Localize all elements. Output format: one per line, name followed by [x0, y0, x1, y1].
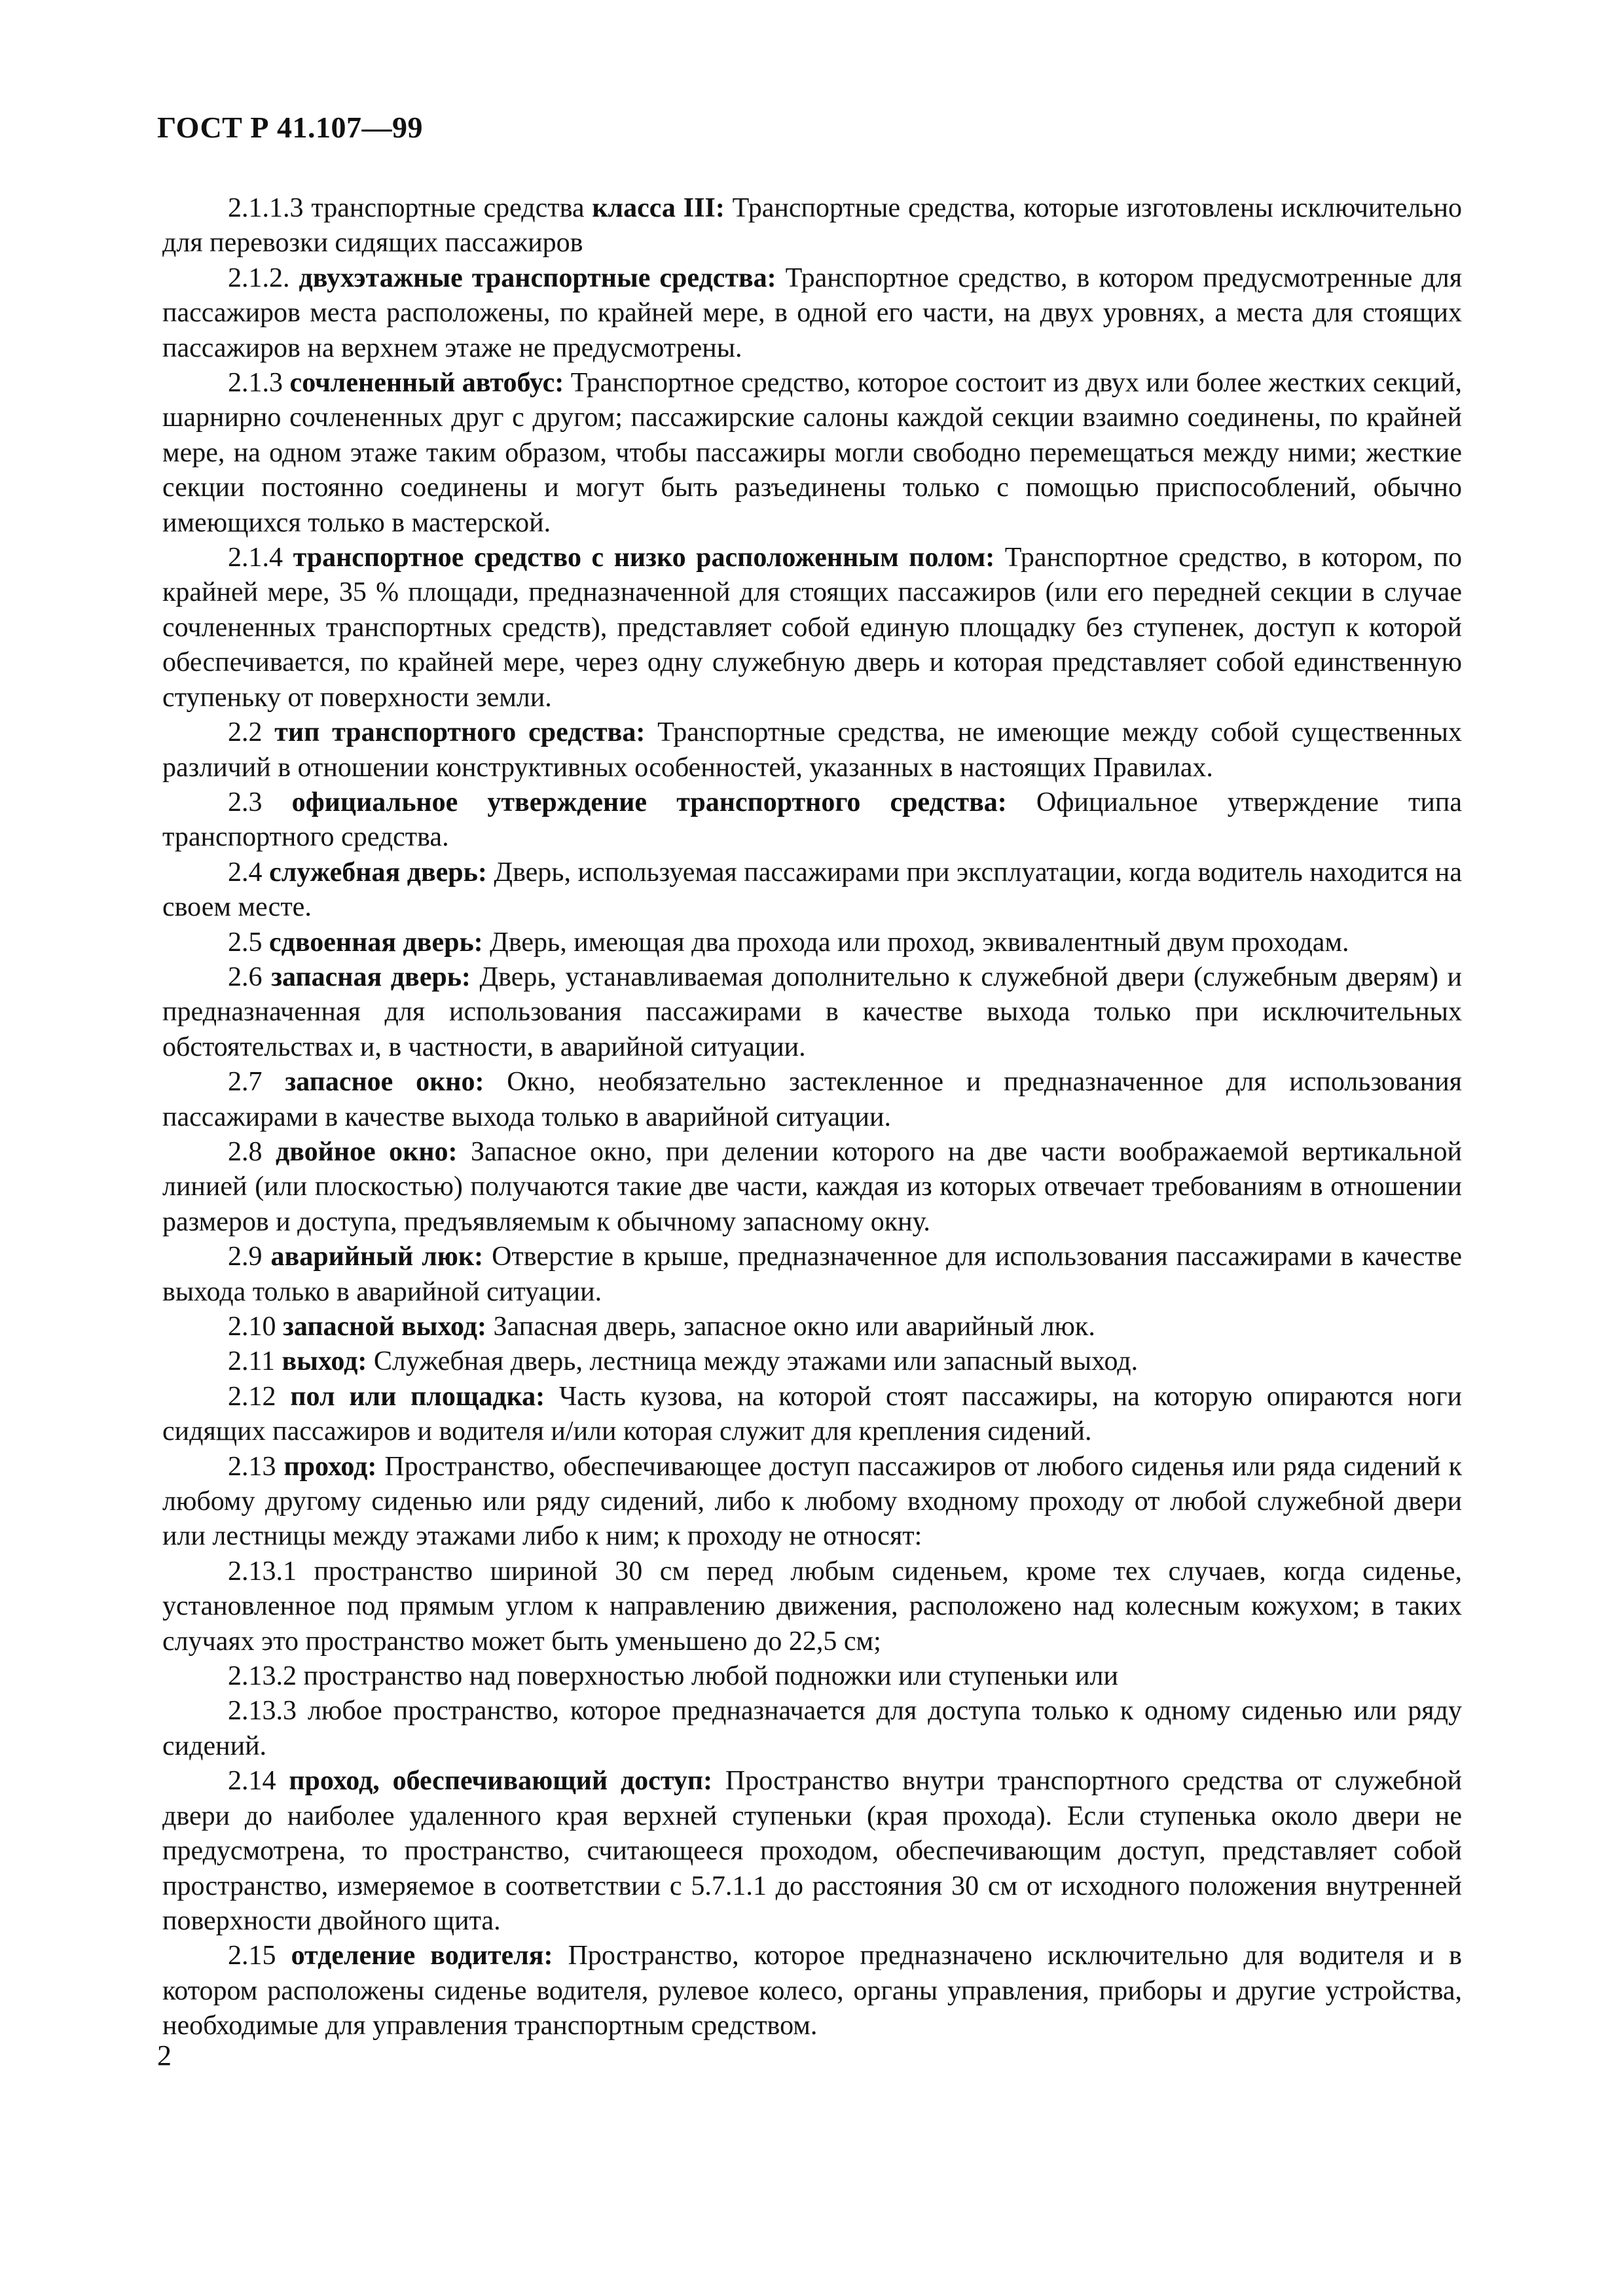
defined-term: проход:: [283, 1451, 377, 1482]
clause-number: 2.8: [228, 1136, 263, 1167]
clause-lead-text: [263, 857, 270, 888]
definition-text: Часть кузова, на которой стоят пассажиры, на которую опираются ноги сидящих пассажиров и водителя и/или которая служит для крепления сидений.: [162, 1381, 1462, 1447]
defined-term: пол или площадка:: [290, 1381, 545, 1412]
defined-term: проход, обеспечивающий доступ:: [289, 1766, 713, 1797]
definition-text: Окно, необязательно застекленное и предназначенное для использования пассажирами в качестве выхода только в аварийной ситуации.: [162, 1067, 1463, 1132]
clause-lead-text: [275, 1346, 282, 1376]
clause-number: 2.4: [228, 857, 263, 888]
definition-text: Официальное утверждение типа транспортного средства.: [162, 787, 1463, 853]
definition-text: Транспортное средство, в котором, по крайней мере, 35 % площади, предназначенной для стоящих пассажиров (или его передней секции в случае сочлененных транспортных средств), представляет собой единую площадку без ступенек, доступ к которой обеспечивается, по крайней мере, через одну служебную дверь и которая представляет собой единственную ступеньку от поверхности земли.: [162, 543, 1463, 713]
definition-paragraph: [162, 925, 1462, 960]
clause-number: 2.3: [228, 787, 263, 817]
clause-number: 2.1.1.3: [228, 193, 304, 223]
clause-number: 2.10: [228, 1312, 276, 1342]
clause-lead-text: [283, 543, 293, 573]
clause-lead-text: [276, 1382, 291, 1412]
definition-paragraph: [162, 1135, 1462, 1240]
definition-paragraph: [162, 1450, 1462, 1554]
clause-number: 2.5: [228, 927, 263, 958]
definition-text: Служебная дверь, лестница между этажами или запасный выход.: [367, 1346, 1139, 1377]
defined-term: сочлененный автобус:: [289, 368, 564, 399]
definition-text: Транспортные средства, не имеющие между собой существенных различий в отношении конструктивных особенностей, указанных в настоящих Правилах.: [162, 717, 1463, 783]
definition-text: Дверь, используемая пассажирами при эксплуатации, когда водитель находится на своем месте.: [162, 857, 1462, 923]
clause-number: 2.2: [228, 717, 263, 748]
definition-text: Транспортное средство, в котором предусмотренные для пассажиров места расположены, по крайней мере, в одной его части, на двух уровнях, а места для стоящих пассажиров на верхнем этаже не предусмотрены.: [162, 262, 1463, 363]
definition-text: Дверь, устанавливаемая дополнительно к служебной двери (служебным дверям) и предназначенная для использования пассажирами в качестве выхода только при исключительных обстоятельствах и, в частности, в аварийной ситуации.: [162, 961, 1463, 1062]
definition-paragraph: [162, 1310, 1462, 1344]
page-number: 2: [157, 2039, 172, 2072]
definition-text: Пространство, которое предназначено исключительно для водителя и в котором расположены сиденье водителя, рулевое колесо, органы управления, приборы и другие устройства, необходимые для управления транспортным средством.: [162, 1941, 1463, 2041]
clause-lead-text: [263, 927, 270, 958]
defined-term: запасное окно:: [285, 1067, 484, 1098]
definition-paragraph: [162, 541, 1462, 715]
clause-lead-text: транспортные средства: [303, 193, 593, 223]
clause-number: 2.1.3: [228, 368, 283, 399]
defined-term: официальное утверждение транспортного средства:: [291, 787, 1007, 817]
defined-term: отделение водителя:: [291, 1941, 553, 1971]
clause-lead-text: [263, 1137, 276, 1167]
clause-lead-text: [276, 1452, 284, 1482]
clause-number: 2.13: [228, 1451, 276, 1482]
definition-paragraph: [162, 785, 1462, 855]
clause-lead-text: [263, 1067, 285, 1097]
definition-paragraph: [162, 1694, 1462, 1764]
clause-lead-text: [263, 717, 275, 747]
clause-number: 2.12: [228, 1381, 276, 1412]
definition-text: Дверь, имеющая два прохода или проход, эквивалентный двум проходам.: [483, 927, 1349, 958]
defined-term: класса III:: [592, 193, 725, 223]
clause-lead-text: [276, 1312, 283, 1342]
definition-text: любое пространство, которое предназначается для доступа только к одному сиденью или ряду сидений.: [162, 1696, 1462, 1761]
clause-number: 2.1.2.: [228, 262, 290, 293]
clause-number: 2.15: [228, 1941, 276, 1971]
clause-number: 2.9: [228, 1242, 263, 1272]
definition-paragraph: [162, 1554, 1462, 1659]
defined-term: аварийный люк:: [270, 1242, 484, 1272]
clause-number: 2.1.4: [228, 543, 283, 573]
defined-term: двухэтажные транспортные средства:: [299, 262, 776, 293]
document-body: [162, 191, 1462, 2044]
definition-paragraph: [162, 1240, 1462, 1310]
defined-term: запасной выход:: [283, 1312, 486, 1342]
definition-text: Отверстие в крыше, предназначенное для использования пассажирами в качестве выхода только в аварийной ситуации.: [162, 1242, 1462, 1307]
clause-number: 2.11: [228, 1346, 275, 1377]
definition-text: пространство шириной 30 см перед любым сиденьем, кроме тех случаев, когда сиденье, установленное под прямым углом к направлению движения, расположено над колесным кожухом; в таких случаях это пространство может быть уменьшено до 22,5 см;: [162, 1556, 1462, 1657]
definition-text: Транспортное средство, которое состоит из двух или более жестких секций, шарнирно сочлененных друг с другом; пассажирские салоны каждой секции взаимно соединены, по крайней мере, на одном этаже таким образом, чтобы пассажиры могли свободно перемещаться между ними; жесткие секции постоянно соединены и могут быть разъединены только с помощью приспособлений, обычно имеющихся только в мастерской.: [162, 368, 1463, 538]
clause-number: 2.14: [228, 1766, 276, 1797]
definition-text: Транспортные средства, которые изготовлены исключительно для перевозки сидящих пассажиров: [162, 193, 1462, 259]
defined-term: тип транспортного средства:: [274, 717, 646, 748]
definition-paragraph: [162, 366, 1462, 541]
definition-paragraph: [162, 1659, 1462, 1694]
clause-lead-text: [263, 1242, 271, 1272]
definition-text: Пространство внутри транспортного средства от служебной двери до наиболее удаленного края верхней ступеньки (края прохода). Если ступенька около двери не предусмотрена, то пространство, считающееся проходом, обеспечивающим доступ, представляет собой пространство, измеряемое в соответствии с 5.7.1.1 до расстояния 30 см от исходного положения внутренней поверхности двойного щита.: [162, 1766, 1463, 1936]
definition-paragraph: [162, 715, 1462, 785]
definition-paragraph: [162, 1380, 1462, 1450]
clause-lead-text: [263, 962, 272, 992]
clause-number: 2.13.2: [228, 1661, 297, 1692]
clause-number: 2.6: [228, 961, 263, 992]
definition-text: Пространство, обеспечивающее доступ пассажиров от любого сиденья или ряда сидений к любому другому сиденью или ряду сидений, либо к любому входному проходу от любой служебной двери или лестницы между этажами либо к ним; к проходу не относят:: [162, 1451, 1462, 1552]
clause-lead-text: [290, 263, 299, 293]
defined-term: двойное окно:: [275, 1136, 458, 1167]
definition-paragraph: [162, 1939, 1462, 2043]
clause-number: 2.13.3: [228, 1696, 297, 1727]
defined-term: сдвоенная дверь:: [269, 927, 483, 958]
defined-term: запасная дверь:: [271, 961, 471, 992]
clause-lead-text: [283, 368, 290, 398]
standard-header: ГОСТ Р 41.107—99: [157, 111, 423, 144]
definition-text: Запасная дверь, запасное окно или аварийный люк.: [486, 1312, 1095, 1342]
clause-lead-text: [276, 1766, 289, 1796]
clause-lead-text: [263, 787, 292, 817]
definition-paragraph: [162, 191, 1462, 261]
definition-text: Запасное окно, при делении которого на две части воображаемой вертикальной линией (или плоскостью) получаются такие две части, каждая из которых отвечает требованиям в отношении размеров и доступа, предъявляемым к обычному запасному окну.: [162, 1136, 1462, 1237]
defined-term: служебная дверь:: [269, 857, 487, 888]
definition-paragraph: [162, 1344, 1462, 1379]
definition-paragraph: [162, 261, 1462, 366]
clause-number: 2.7: [228, 1067, 263, 1098]
clause-number: 2.13.1: [228, 1556, 297, 1587]
definition-paragraph: [162, 960, 1462, 1065]
definition-paragraph: [162, 1764, 1462, 1939]
definition-paragraph: [162, 1065, 1462, 1135]
defined-term: транспортное средство с низко расположенным полом:: [293, 543, 995, 573]
definition-text: пространство над поверхностью любой подножки или ступеньки или: [297, 1661, 1118, 1692]
defined-term: выход:: [282, 1346, 367, 1377]
clause-lead-text: [276, 1941, 291, 1971]
definition-paragraph: [162, 855, 1462, 925]
